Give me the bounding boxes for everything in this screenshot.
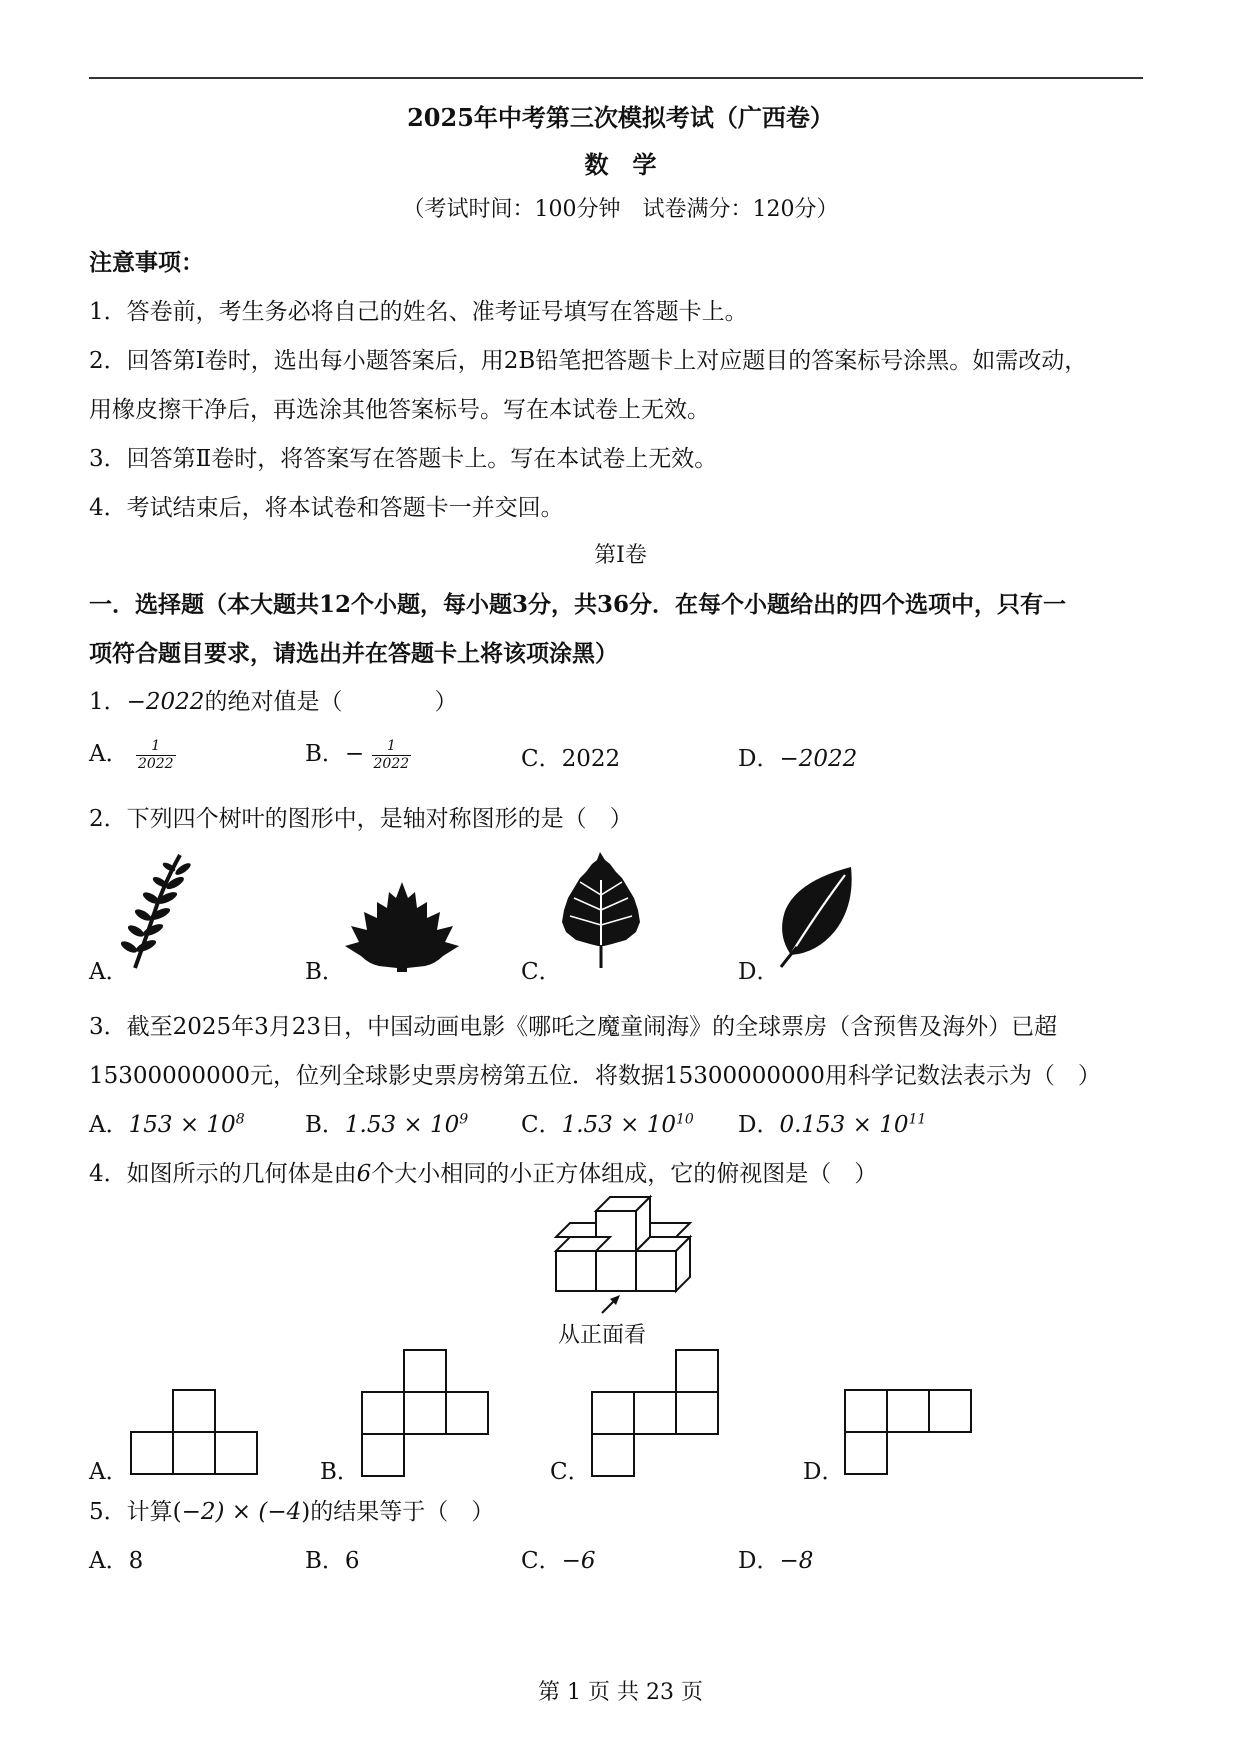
option-label: B．	[305, 1112, 345, 1138]
fraction	[372, 738, 412, 773]
question-5-stem	[89, 1493, 494, 1526]
subject-title: 数 学	[584, 150, 657, 179]
stem-text: 5．计算(	[89, 1499, 182, 1525]
figure-caption: 从正面看	[558, 1323, 647, 1348]
exponent: 10	[675, 1111, 694, 1128]
q2-option-c: C．	[521, 959, 562, 985]
exponent: 9	[459, 1111, 469, 1128]
stem-text: 的绝对值是（ ）	[204, 689, 458, 715]
option-value: 8	[128, 1548, 144, 1574]
stem-text: )的结果等于（ ）	[301, 1499, 495, 1525]
exam-info: （考试时间：100分钟 试卷满分：120分）	[402, 197, 839, 222]
top-view-option-c	[592, 1348, 722, 1478]
q5-option-a	[89, 1542, 143, 1575]
q4-option-c: C．	[550, 1459, 591, 1485]
option-label: A．	[89, 1548, 129, 1574]
note-item: 2．回答第Ⅰ卷时，选出每小题答案后，用2B铅笔把答题卡上对应题目的答案标号涂黑。如需改动，	[89, 348, 1088, 374]
question-3-stem: 15300000000元，位列全球影史票房榜第五位．将数据15300000000用科学记数法表示为（ ）	[89, 1063, 1101, 1089]
option-label: B．	[305, 1548, 345, 1574]
exam-title: 2025年中考第三次模拟考试（广西卷）	[407, 103, 834, 132]
q4-option-d: D．	[803, 1459, 845, 1485]
option-label: C．	[521, 1112, 562, 1138]
fern-leaf-icon	[125, 850, 195, 970]
option-value: 1.53 × 10	[561, 1112, 676, 1138]
option-label: C．	[521, 1548, 562, 1574]
numerator: 1	[151, 737, 161, 754]
option-value: 0.153 × 10	[779, 1112, 909, 1138]
q2-option-d: D．	[738, 959, 780, 985]
numerator: 1	[386, 737, 396, 754]
q5-option-d	[738, 1542, 813, 1575]
minus-sign: −	[344, 741, 365, 767]
denominator: 2022	[373, 755, 410, 772]
q3-option-d	[738, 1106, 926, 1139]
option-label: B．	[305, 741, 345, 767]
q4-option-b: B．	[320, 1459, 360, 1485]
q2-option-a: A．	[89, 959, 129, 985]
option-value: −6	[561, 1548, 596, 1574]
denominator: 2022	[137, 755, 174, 772]
q5-option-c	[521, 1542, 596, 1575]
simple-leaf-icon	[775, 865, 855, 970]
note-item: 4．考试结束后，将本试卷和答题卡一并交回。	[89, 495, 564, 521]
q1-option-b	[305, 735, 411, 773]
question-3-stem: 3．截至2025年3月23日，中国动画电影《哪吒之魔童闹海》的全球票房（含预售及海外）已超	[89, 1014, 1058, 1040]
stem-text: 4．如图所示的几何体是由	[89, 1161, 357, 1187]
option-value: 1.53 × 10	[344, 1112, 460, 1138]
top-view-option-a	[131, 1388, 261, 1478]
top-view-option-d	[845, 1388, 975, 1478]
option-value: 6	[344, 1548, 360, 1574]
exponent: 8	[235, 1111, 245, 1128]
page-number: 第 1 页 共 23 页	[538, 1680, 703, 1705]
q3-option-c	[521, 1106, 694, 1139]
note-item: 1．答卷前，考生务必将自己的姓名、准考证号填写在答题卡上。	[89, 299, 748, 325]
section-heading: 一．选择题（本大题共12个小题，每小题3分，共36分．在每个小题给出的四个选项中，只有一	[89, 591, 1067, 618]
q3-option-b	[305, 1106, 468, 1139]
question-number: 1．	[89, 689, 127, 715]
question-4-stem	[89, 1155, 877, 1188]
option-value: 153 × 10	[128, 1112, 236, 1138]
q1-option-c	[521, 740, 620, 773]
math-value: −2022	[126, 689, 205, 715]
q2-option-b: B．	[305, 959, 345, 985]
exponent: 11	[908, 1111, 927, 1128]
question-2-stem: 2．下列四个树叶的图形中，是轴对称图形的是（ ）	[89, 806, 633, 832]
cube-count: 6	[356, 1161, 372, 1187]
volume-title: 第Ⅰ卷	[594, 543, 647, 568]
maple-leaf-icon	[345, 880, 460, 972]
q3-option-a	[89, 1106, 245, 1139]
q1-option-d	[738, 740, 857, 773]
q4-option-a: A．	[89, 1459, 129, 1485]
question-1-stem	[89, 683, 457, 716]
notes-heading: 注意事项：	[89, 249, 204, 276]
option-label: A．	[89, 741, 129, 767]
q5-option-b	[305, 1542, 360, 1575]
math-expression: −2) × (−4	[181, 1499, 302, 1525]
option-label: C．	[521, 746, 562, 772]
top-rule	[89, 77, 1143, 79]
section-heading: 项符合题目要求，请选出并在答题卡上将该项涂黑）	[89, 640, 618, 667]
note-item: 用橡皮擦干净后，再选涂其他答案标号。写在本试卷上无效。	[89, 397, 710, 423]
option-label: D．	[738, 1112, 780, 1138]
fraction	[136, 738, 176, 773]
birch-leaf-icon	[558, 850, 643, 970]
top-view-option-b	[362, 1348, 492, 1478]
option-label: D．	[738, 1548, 780, 1574]
option-label: D．	[738, 746, 780, 772]
note-item: 3．回答第Ⅱ卷时，将答案写在答题卡上。写在本试卷上无效。	[89, 446, 718, 472]
cube-stack-figure	[540, 1195, 700, 1320]
stem-text: 个大小相同的小正方体组成，它的俯视图是（ ）	[371, 1161, 878, 1187]
option-label: A．	[89, 1112, 129, 1138]
q1-option-a	[89, 735, 176, 773]
option-value: 2022	[561, 746, 621, 772]
option-value: −8	[779, 1548, 814, 1574]
option-value: −2022	[779, 746, 858, 772]
